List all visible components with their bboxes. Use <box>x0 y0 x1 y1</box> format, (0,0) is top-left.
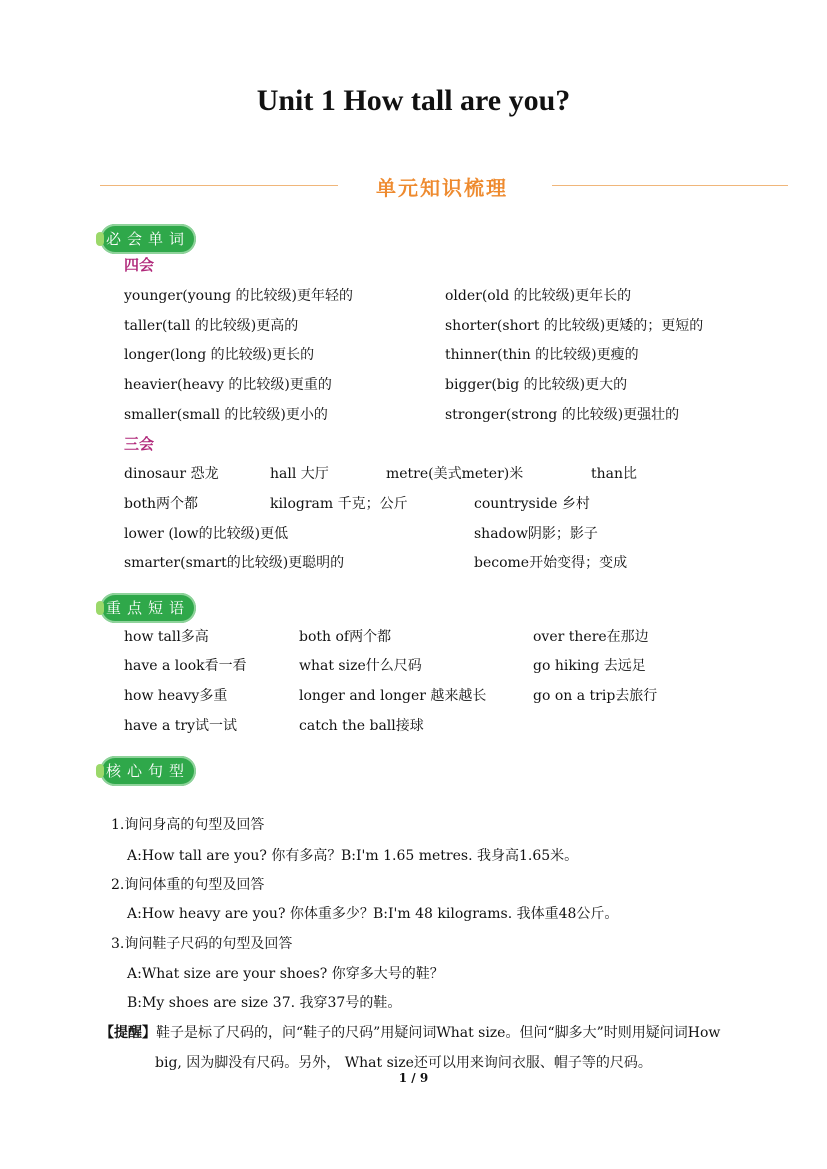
word-item: heavier(heavy 的比较级)更重的 <box>124 377 332 393</box>
word-item: longer(long 的比较级)更长的 <box>124 347 315 363</box>
badge-words: 必会单词 <box>100 224 196 254</box>
sentence-heading: 2.询问体重的句型及回答 <box>111 877 265 893</box>
badge-phrases: 重点短语 <box>100 593 196 623</box>
phrase-item: both of两个都 <box>299 629 392 645</box>
tip-text: 鞋子是标了尺码的，问“鞋子的尺码”用疑问词What size。但问“脚多大”时则用疑问词How <box>156 1025 721 1041</box>
phrase-item: go hiking 去远足 <box>533 658 646 674</box>
phrase-item: what size什么尺码 <box>299 658 422 674</box>
sentence-line: B:My shoes are size 37. 我穿37号的鞋。 <box>127 995 402 1011</box>
sentence-line: B:I'm 48 kilograms. 我体重48公斤。 <box>373 906 619 922</box>
word-item: smaller(small 的比较级)更小的 <box>124 407 328 423</box>
word-item: lower (low的比较级)更低 <box>124 526 289 542</box>
word-item: kilogram 千克；公斤 <box>270 496 408 512</box>
word-item: shorter(short 的比较级)更矮的；更短的 <box>445 318 704 334</box>
word-item: both两个都 <box>124 496 199 512</box>
page-number: 1 / 9 <box>398 1071 429 1085</box>
phrase-item: longer and longer 越来越长 <box>299 688 487 704</box>
word-item: hall 大厅 <box>270 466 329 482</box>
heading-rule-right <box>552 185 788 186</box>
word-item: thinner(thin 的比较级)更瘦的 <box>445 347 639 363</box>
sentence-line: A:How heavy are you? 你体重多少？ <box>127 906 374 922</box>
word-item: stronger(strong 的比较级)更强壮的 <box>445 407 680 423</box>
tip-label: 【提醒】 <box>100 1025 156 1041</box>
heading-rule-left <box>100 185 338 186</box>
tip-line-1 <box>100 1022 720 1042</box>
sentence-heading: 1.询问身高的句型及回答 <box>111 817 265 833</box>
word-item: than比 <box>591 466 638 482</box>
four-skills-label: 四会 <box>124 256 155 274</box>
word-item: countryside 乡村 <box>474 496 590 512</box>
phrase-item: catch the ball接球 <box>299 718 424 734</box>
sentence-line: B:I'm 1.65 metres. 我身高1.65米。 <box>341 848 579 864</box>
section-heading: 单元知识梳理 <box>376 176 508 200</box>
three-skills-label: 三会 <box>124 435 155 453</box>
word-item: older(old 的比较级)更年长的 <box>445 288 632 304</box>
sentence-heading: 3.询问鞋子尺码的句型及回答 <box>111 936 293 952</box>
phrase-item: how heavy多重 <box>124 688 228 704</box>
phrase-item: how tall多高 <box>124 629 209 645</box>
phrase-item: over there在那边 <box>533 629 649 645</box>
word-item: taller(tall 的比较级)更高的 <box>124 318 299 334</box>
phrase-item: have a try试一试 <box>124 718 238 734</box>
page-title: Unit 1 How tall are you? <box>256 84 571 117</box>
sentence-line: A:What size are your shoes? 你穿多大号的鞋？ <box>127 966 444 982</box>
word-item: younger(young 的比较级)更年轻的 <box>124 288 354 304</box>
tip-line-2: big, 因为脚没有尺码。另外， What size还可以用来询问衣服、帽子等的尺码。 <box>155 1055 652 1071</box>
sentence-line: A:How tall are you? 你有多高？ <box>127 848 342 864</box>
word-item: become开始变得；变成 <box>474 555 628 571</box>
word-item: smarter(smart的比较级)更聪明的 <box>124 555 345 571</box>
word-item: bigger(big 的比较级)更大的 <box>445 377 628 393</box>
badge-sentences: 核心句型 <box>100 756 196 786</box>
word-item: metre(美式meter)米 <box>386 466 524 482</box>
word-item: dinosaur 恐龙 <box>124 466 219 482</box>
word-item: shadow阴影；影子 <box>474 526 598 542</box>
phrase-item: go on a trip去旅行 <box>533 688 658 704</box>
phrase-item: have a look看一看 <box>124 658 247 674</box>
